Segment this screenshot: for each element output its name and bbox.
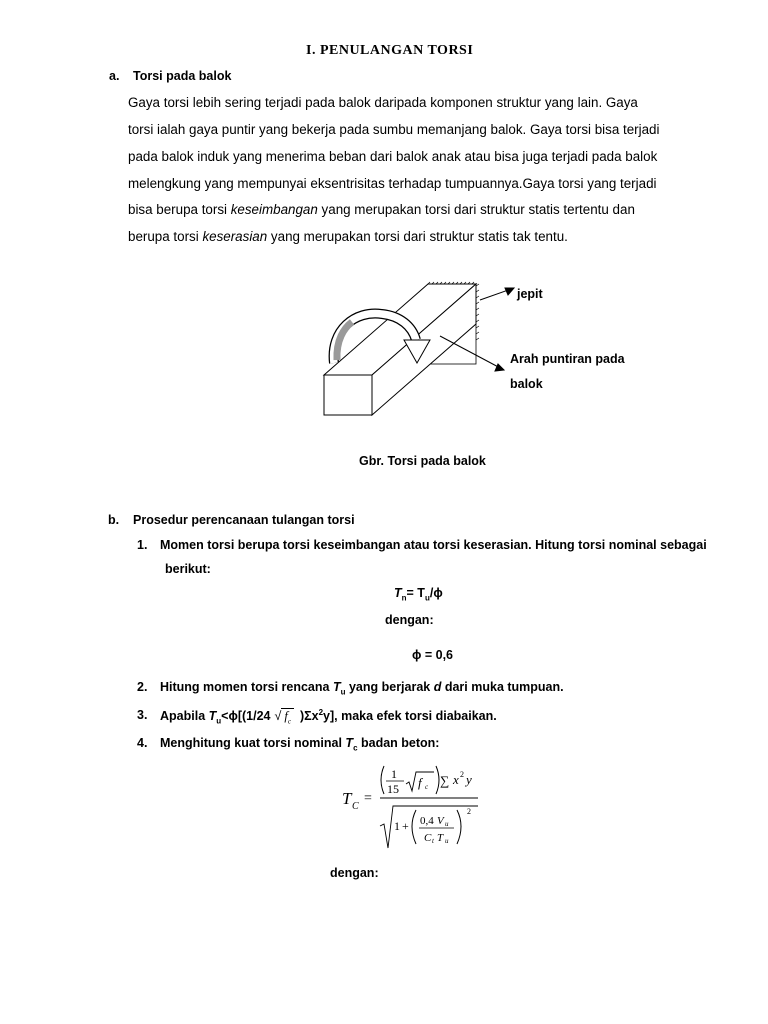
text-segment: yang merupakan torsi dari struktur statis tertentu dan	[317, 202, 635, 217]
inner-pow: 2	[467, 807, 471, 816]
phi-value: ϕ = 0,6	[412, 648, 453, 662]
inner-V: V	[437, 815, 444, 827]
fc-f: f	[284, 709, 288, 724]
section-a-marker: a.	[109, 69, 120, 83]
formula-c: c	[425, 783, 429, 791]
beam-torsion-figure	[300, 270, 520, 430]
formula-plus: +	[402, 819, 409, 833]
inner-paren-right	[457, 810, 461, 844]
item-1-number: 1.	[137, 538, 148, 552]
frac-fifteen: 15	[387, 782, 399, 796]
text-segment: badan beton:	[357, 736, 440, 750]
var-T: T	[345, 736, 354, 750]
formula-sum: ∑	[440, 773, 450, 788]
text-segment: <ϕ[(1/24	[221, 709, 271, 724]
paragraph-line-3: pada balok induk yang menerima beban dari balok anak atau bisa juga terjadi pada balok	[128, 149, 658, 164]
text-segment: Hitung momen torsi rencana	[160, 680, 333, 694]
text-segment: dari muka tumpuan.	[441, 680, 564, 694]
item-2-text	[160, 680, 564, 697]
paragraph-line-6	[128, 229, 568, 244]
frac-one: 1	[391, 767, 397, 781]
sub-u: u	[340, 687, 346, 697]
eq-sub-u: u	[424, 593, 430, 603]
eq-end: /ϕ	[429, 586, 443, 600]
label-arah-puntiran: Arah puntiran pada	[510, 352, 625, 366]
dengan-label-2: dengan:	[330, 866, 379, 880]
text-segment: berupa torsi	[128, 229, 203, 244]
formula-one: 1	[394, 819, 400, 833]
var-T: T	[208, 709, 217, 724]
formula-x-sup: 2	[460, 770, 464, 779]
section-b-marker: b.	[108, 513, 120, 527]
inner-paren-left	[412, 810, 416, 844]
dengan-label-1: dengan:	[385, 613, 434, 627]
section-a-heading: Torsi pada balok	[133, 69, 232, 83]
sqrt-sign: √	[274, 709, 282, 724]
text-segment: Apabila	[160, 709, 209, 724]
var-d: d	[433, 680, 442, 694]
inner-C: C	[424, 832, 432, 844]
beam-body	[324, 284, 476, 415]
item-1-line-2: berikut:	[165, 562, 211, 576]
inner-T-sub: u	[445, 837, 449, 845]
text-segment: yang merupakan torsi dari struktur statis tak tentu.	[267, 229, 568, 244]
eq-T: T	[394, 586, 402, 600]
paren-left	[381, 766, 384, 794]
formula-x: x	[453, 772, 459, 787]
eq-mid: = T	[406, 586, 425, 600]
section-b-heading: Prosedur perencanaan tulangan torsi	[133, 513, 355, 527]
inner-T: T	[437, 832, 444, 844]
inner-V-sub: u	[445, 820, 449, 828]
var-T: T	[332, 680, 341, 694]
text-segment: y], maka efek torsi diabaikan.	[323, 709, 497, 724]
inner-num: 0,4	[420, 815, 434, 827]
sub-u: u	[216, 716, 222, 726]
figure-caption: Gbr. Torsi pada balok	[359, 454, 486, 468]
text-segment: bisa berupa torsi	[128, 202, 231, 217]
tc-formula	[330, 758, 490, 854]
label-balok: balok	[510, 377, 543, 391]
equation-tn	[394, 586, 443, 603]
sqrt-radicand	[281, 708, 294, 726]
item-3-number: 3.	[137, 708, 148, 722]
eq-sub-n: n	[401, 593, 407, 603]
emphasis-keseimbangan: keseimbangan	[230, 202, 318, 217]
sub-c: c	[353, 743, 358, 753]
item-2-number: 2.	[137, 680, 148, 694]
item-4-text	[160, 736, 439, 753]
formula-y: y	[466, 772, 472, 787]
paren-right	[436, 766, 439, 794]
fc-c: c	[287, 717, 291, 726]
formula-lhs-sub: C	[352, 801, 359, 812]
formula-equals: =	[364, 791, 372, 806]
item-1-line-1: Momen torsi berupa torsi keseimbangan atau torsi keserasian. Hitung torsi nominal sebagai	[160, 538, 707, 552]
paragraph-line-4: melengkung yang mempunyai eksentrisitas terhadap tumpuannya.Gaya torsi yang terjadi	[128, 176, 657, 191]
paragraph-line-1: Gaya torsi lebih sering terjadi pada balok daripada komponen struktur yang lain. Gaya	[128, 95, 638, 110]
sqrt-fc	[274, 709, 293, 726]
paragraph-line-5	[128, 202, 635, 217]
paragraph-line-2: torsi ialah gaya puntir yang bekerja pada sumbu memanjang balok. Gaya torsi bisa terjadi	[128, 122, 660, 137]
inner-C-sub: t	[432, 837, 434, 845]
text-segment: )Σx	[299, 709, 319, 724]
sup-2: 2	[318, 708, 324, 717]
label-jepit: jepit	[517, 287, 543, 301]
formula-f: f	[418, 775, 422, 790]
text-segment: Menghitung kuat torsi nominal	[160, 736, 346, 750]
item-3-text	[160, 708, 497, 726]
emphasis-keserasian: keserasian	[202, 229, 268, 244]
item-4-number: 4.	[137, 736, 148, 750]
formula-lhs: T	[342, 789, 352, 808]
text-segment: yang berjarak	[345, 680, 434, 694]
page-title: I. PENULANGAN TORSI	[306, 43, 474, 58]
